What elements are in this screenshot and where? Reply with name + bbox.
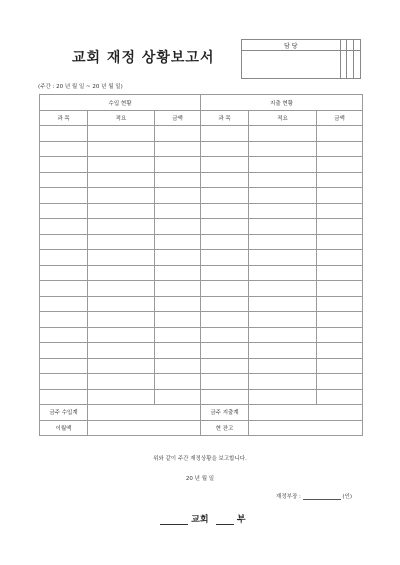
- income-amount-cell[interactable]: [155, 358, 201, 374]
- expense-amount-cell[interactable]: [317, 157, 363, 173]
- ledger-row: [40, 172, 363, 188]
- ledger-row: [40, 296, 363, 312]
- income-amount-cell[interactable]: [155, 126, 201, 142]
- expense-subject-cell[interactable]: [201, 312, 249, 328]
- income-total-label: 금주 수입계: [40, 405, 88, 421]
- income-col-amount: 금액: [155, 111, 201, 126]
- expense-summary-cell[interactable]: [249, 358, 317, 374]
- ledger-row: [40, 343, 363, 359]
- expense-amount-cell[interactable]: [317, 296, 363, 312]
- expense-summary-cell[interactable]: [249, 327, 317, 343]
- income-subject-cell[interactable]: [40, 188, 88, 204]
- income-subject-cell[interactable]: [40, 250, 88, 266]
- income-summary-cell[interactable]: [88, 281, 155, 297]
- expense-subject-cell[interactable]: [201, 358, 249, 374]
- income-subject-cell[interactable]: [40, 389, 88, 405]
- approval-box: [241, 39, 361, 79]
- expense-amount-cell[interactable]: [317, 281, 363, 297]
- income-summary-cell[interactable]: [88, 327, 155, 343]
- approval-header-cell: [340, 40, 347, 51]
- dept-label: 부: [236, 515, 246, 525]
- expense-summary-cell[interactable]: [249, 234, 317, 250]
- expense-subject-cell[interactable]: [201, 265, 249, 281]
- income-summary-cell[interactable]: [88, 358, 155, 374]
- expense-summary-cell[interactable]: [249, 296, 317, 312]
- expense-amount-cell[interactable]: [317, 219, 363, 235]
- income-summary-cell[interactable]: [88, 312, 155, 328]
- income-subject-cell[interactable]: [40, 157, 88, 173]
- approval-header-cell: [347, 40, 354, 51]
- document-title: 교회 재정 상황보고서: [72, 50, 215, 66]
- income-summary-cell[interactable]: [88, 374, 155, 390]
- income-amount-cell[interactable]: [155, 141, 201, 157]
- ledger-row: [40, 203, 363, 219]
- balance-label: 현 잔고: [201, 420, 249, 436]
- ledger-row: [40, 234, 363, 250]
- income-total-value[interactable]: [88, 405, 201, 421]
- income-subject-cell[interactable]: [40, 234, 88, 250]
- income-amount-cell[interactable]: [155, 172, 201, 188]
- expense-subject-cell[interactable]: [201, 203, 249, 219]
- expense-summary-cell[interactable]: [249, 374, 317, 390]
- expense-section-header: 지출 현황: [201, 95, 363, 111]
- ledger-row: [40, 157, 363, 173]
- expense-summary-cell[interactable]: [249, 343, 317, 359]
- income-amount-cell[interactable]: [155, 157, 201, 173]
- income-col-summary: 적요: [88, 111, 155, 126]
- income-subject-cell[interactable]: [40, 374, 88, 390]
- expense-subject-cell[interactable]: [201, 250, 249, 266]
- carryover-label: 이월액: [40, 420, 88, 436]
- balance-value[interactable]: [249, 420, 363, 436]
- income-amount-cell[interactable]: [155, 374, 201, 390]
- income-summary-cell[interactable]: [88, 296, 155, 312]
- expense-subject-cell[interactable]: [201, 188, 249, 204]
- income-summary-cell[interactable]: [88, 250, 155, 266]
- finance-table: [39, 94, 363, 436]
- expense-col-subject: 과 목: [201, 111, 249, 126]
- income-summary-cell[interactable]: [88, 141, 155, 157]
- expense-summary-cell[interactable]: [249, 203, 317, 219]
- church-signoff: [160, 512, 246, 525]
- income-summary-cell[interactable]: [88, 219, 155, 235]
- expense-subject-cell[interactable]: [201, 172, 249, 188]
- income-summary-cell[interactable]: [88, 172, 155, 188]
- income-amount-cell[interactable]: [155, 343, 201, 359]
- carryover-value[interactable]: [88, 420, 201, 436]
- income-amount-cell[interactable]: [155, 203, 201, 219]
- expense-summary-cell[interactable]: [249, 312, 317, 328]
- church-label: 교회: [191, 515, 209, 525]
- expense-amount-cell[interactable]: [317, 250, 363, 266]
- expense-amount-cell[interactable]: [317, 327, 363, 343]
- income-amount-cell[interactable]: [155, 296, 201, 312]
- income-amount-cell[interactable]: [155, 281, 201, 297]
- expense-total-value[interactable]: [249, 405, 363, 421]
- ledger-row: [40, 389, 363, 405]
- expense-subject-cell[interactable]: [201, 281, 249, 297]
- ledger-row: [40, 141, 363, 157]
- income-amount-cell[interactable]: [155, 219, 201, 235]
- expense-summary-cell[interactable]: [249, 281, 317, 297]
- income-summary-cell[interactable]: [88, 234, 155, 250]
- approval-sign-cell: [347, 51, 354, 79]
- seal-mark: (인): [342, 494, 352, 500]
- expense-summary-cell[interactable]: [249, 126, 317, 142]
- income-subject-cell[interactable]: [40, 141, 88, 157]
- income-amount-cell[interactable]: [155, 188, 201, 204]
- expense-summary-cell[interactable]: [249, 389, 317, 405]
- approval-header-cell: [354, 40, 361, 51]
- income-subject-cell[interactable]: [40, 126, 88, 142]
- expense-subject-cell[interactable]: [201, 219, 249, 235]
- expense-subject-cell[interactable]: [201, 296, 249, 312]
- expense-amount-cell[interactable]: [317, 203, 363, 219]
- income-subject-cell[interactable]: [40, 203, 88, 219]
- ledger-row: [40, 188, 363, 204]
- expense-amount-cell[interactable]: [317, 126, 363, 142]
- ledger-row: [40, 250, 363, 266]
- signature-field[interactable]: [303, 493, 341, 500]
- expense-summary-cell[interactable]: [249, 157, 317, 173]
- income-summary-cell[interactable]: [88, 343, 155, 359]
- expense-amount-cell[interactable]: [317, 312, 363, 328]
- expense-amount-cell[interactable]: [317, 358, 363, 374]
- expense-col-amount: 금액: [317, 111, 363, 126]
- income-summary-cell[interactable]: [88, 157, 155, 173]
- dept-name-field[interactable]: [216, 515, 234, 525]
- ledger-row: [40, 312, 363, 328]
- income-subject-cell[interactable]: [40, 327, 88, 343]
- income-subject-cell[interactable]: [40, 265, 88, 281]
- expense-subject-cell[interactable]: [201, 126, 249, 142]
- ledger-row: [40, 219, 363, 235]
- ledger-row: [40, 358, 363, 374]
- income-subject-cell[interactable]: [40, 358, 88, 374]
- ledger-row: [40, 327, 363, 343]
- expense-amount-cell[interactable]: [317, 172, 363, 188]
- income-amount-cell[interactable]: [155, 234, 201, 250]
- income-amount-cell[interactable]: [155, 389, 201, 405]
- signature-line: [276, 492, 352, 500]
- expense-amount-cell[interactable]: [317, 141, 363, 157]
- expense-amount-cell[interactable]: [317, 389, 363, 405]
- income-section-header: 수입 현황: [40, 95, 201, 111]
- expense-summary-cell[interactable]: [249, 219, 317, 235]
- expense-amount-cell[interactable]: [317, 265, 363, 281]
- expense-summary-cell[interactable]: [249, 172, 317, 188]
- income-summary-cell[interactable]: [88, 265, 155, 281]
- income-summary-cell[interactable]: [88, 389, 155, 405]
- income-amount-cell[interactable]: [155, 250, 201, 266]
- income-col-subject: 과 목: [40, 111, 88, 126]
- approval-sign-cell: [242, 51, 341, 79]
- expense-subject-cell[interactable]: [201, 389, 249, 405]
- expense-summary-cell[interactable]: [249, 188, 317, 204]
- income-subject-cell[interactable]: [40, 343, 88, 359]
- expense-summary-cell[interactable]: [249, 265, 317, 281]
- income-subject-cell[interactable]: [40, 219, 88, 235]
- expense-amount-cell[interactable]: [317, 188, 363, 204]
- ledger-row: [40, 374, 363, 390]
- church-name-field[interactable]: [160, 515, 188, 525]
- report-statement: 위와 같이 주간 재정상황을 보고합니다.: [153, 456, 247, 462]
- expense-subject-cell[interactable]: [201, 234, 249, 250]
- expense-subject-cell[interactable]: [201, 374, 249, 390]
- expense-total-label: 금주 지출계: [201, 405, 249, 421]
- income-amount-cell[interactable]: [155, 327, 201, 343]
- income-amount-cell[interactable]: [155, 312, 201, 328]
- income-subject-cell[interactable]: [40, 172, 88, 188]
- ledger-row: [40, 281, 363, 297]
- signature-label: 재정부장 :: [276, 494, 301, 500]
- income-subject-cell[interactable]: [40, 296, 88, 312]
- income-subject-cell[interactable]: [40, 281, 88, 297]
- income-subject-cell[interactable]: [40, 312, 88, 328]
- approval-label: 담 당: [242, 40, 341, 51]
- income-summary-cell[interactable]: [88, 126, 155, 142]
- approval-sign-cell: [354, 51, 361, 79]
- income-amount-cell[interactable]: [155, 265, 201, 281]
- expense-subject-cell[interactable]: [201, 327, 249, 343]
- approval-sign-cell: [340, 51, 347, 79]
- expense-summary-cell[interactable]: [249, 141, 317, 157]
- expense-subject-cell[interactable]: [201, 141, 249, 157]
- report-date: 20 년 월 일: [185, 476, 215, 482]
- report-period: (주간 : 20 년 월 일 ~ 20 년 월 일): [38, 84, 123, 90]
- expense-summary-cell[interactable]: [249, 250, 317, 266]
- expense-amount-cell[interactable]: [317, 343, 363, 359]
- expense-amount-cell[interactable]: [317, 374, 363, 390]
- income-summary-cell[interactable]: [88, 203, 155, 219]
- income-summary-cell[interactable]: [88, 188, 155, 204]
- ledger-row: [40, 265, 363, 281]
- expense-col-summary: 적요: [249, 111, 317, 126]
- expense-subject-cell[interactable]: [201, 157, 249, 173]
- expense-subject-cell[interactable]: [201, 343, 249, 359]
- expense-amount-cell[interactable]: [317, 234, 363, 250]
- ledger-row: [40, 126, 363, 142]
